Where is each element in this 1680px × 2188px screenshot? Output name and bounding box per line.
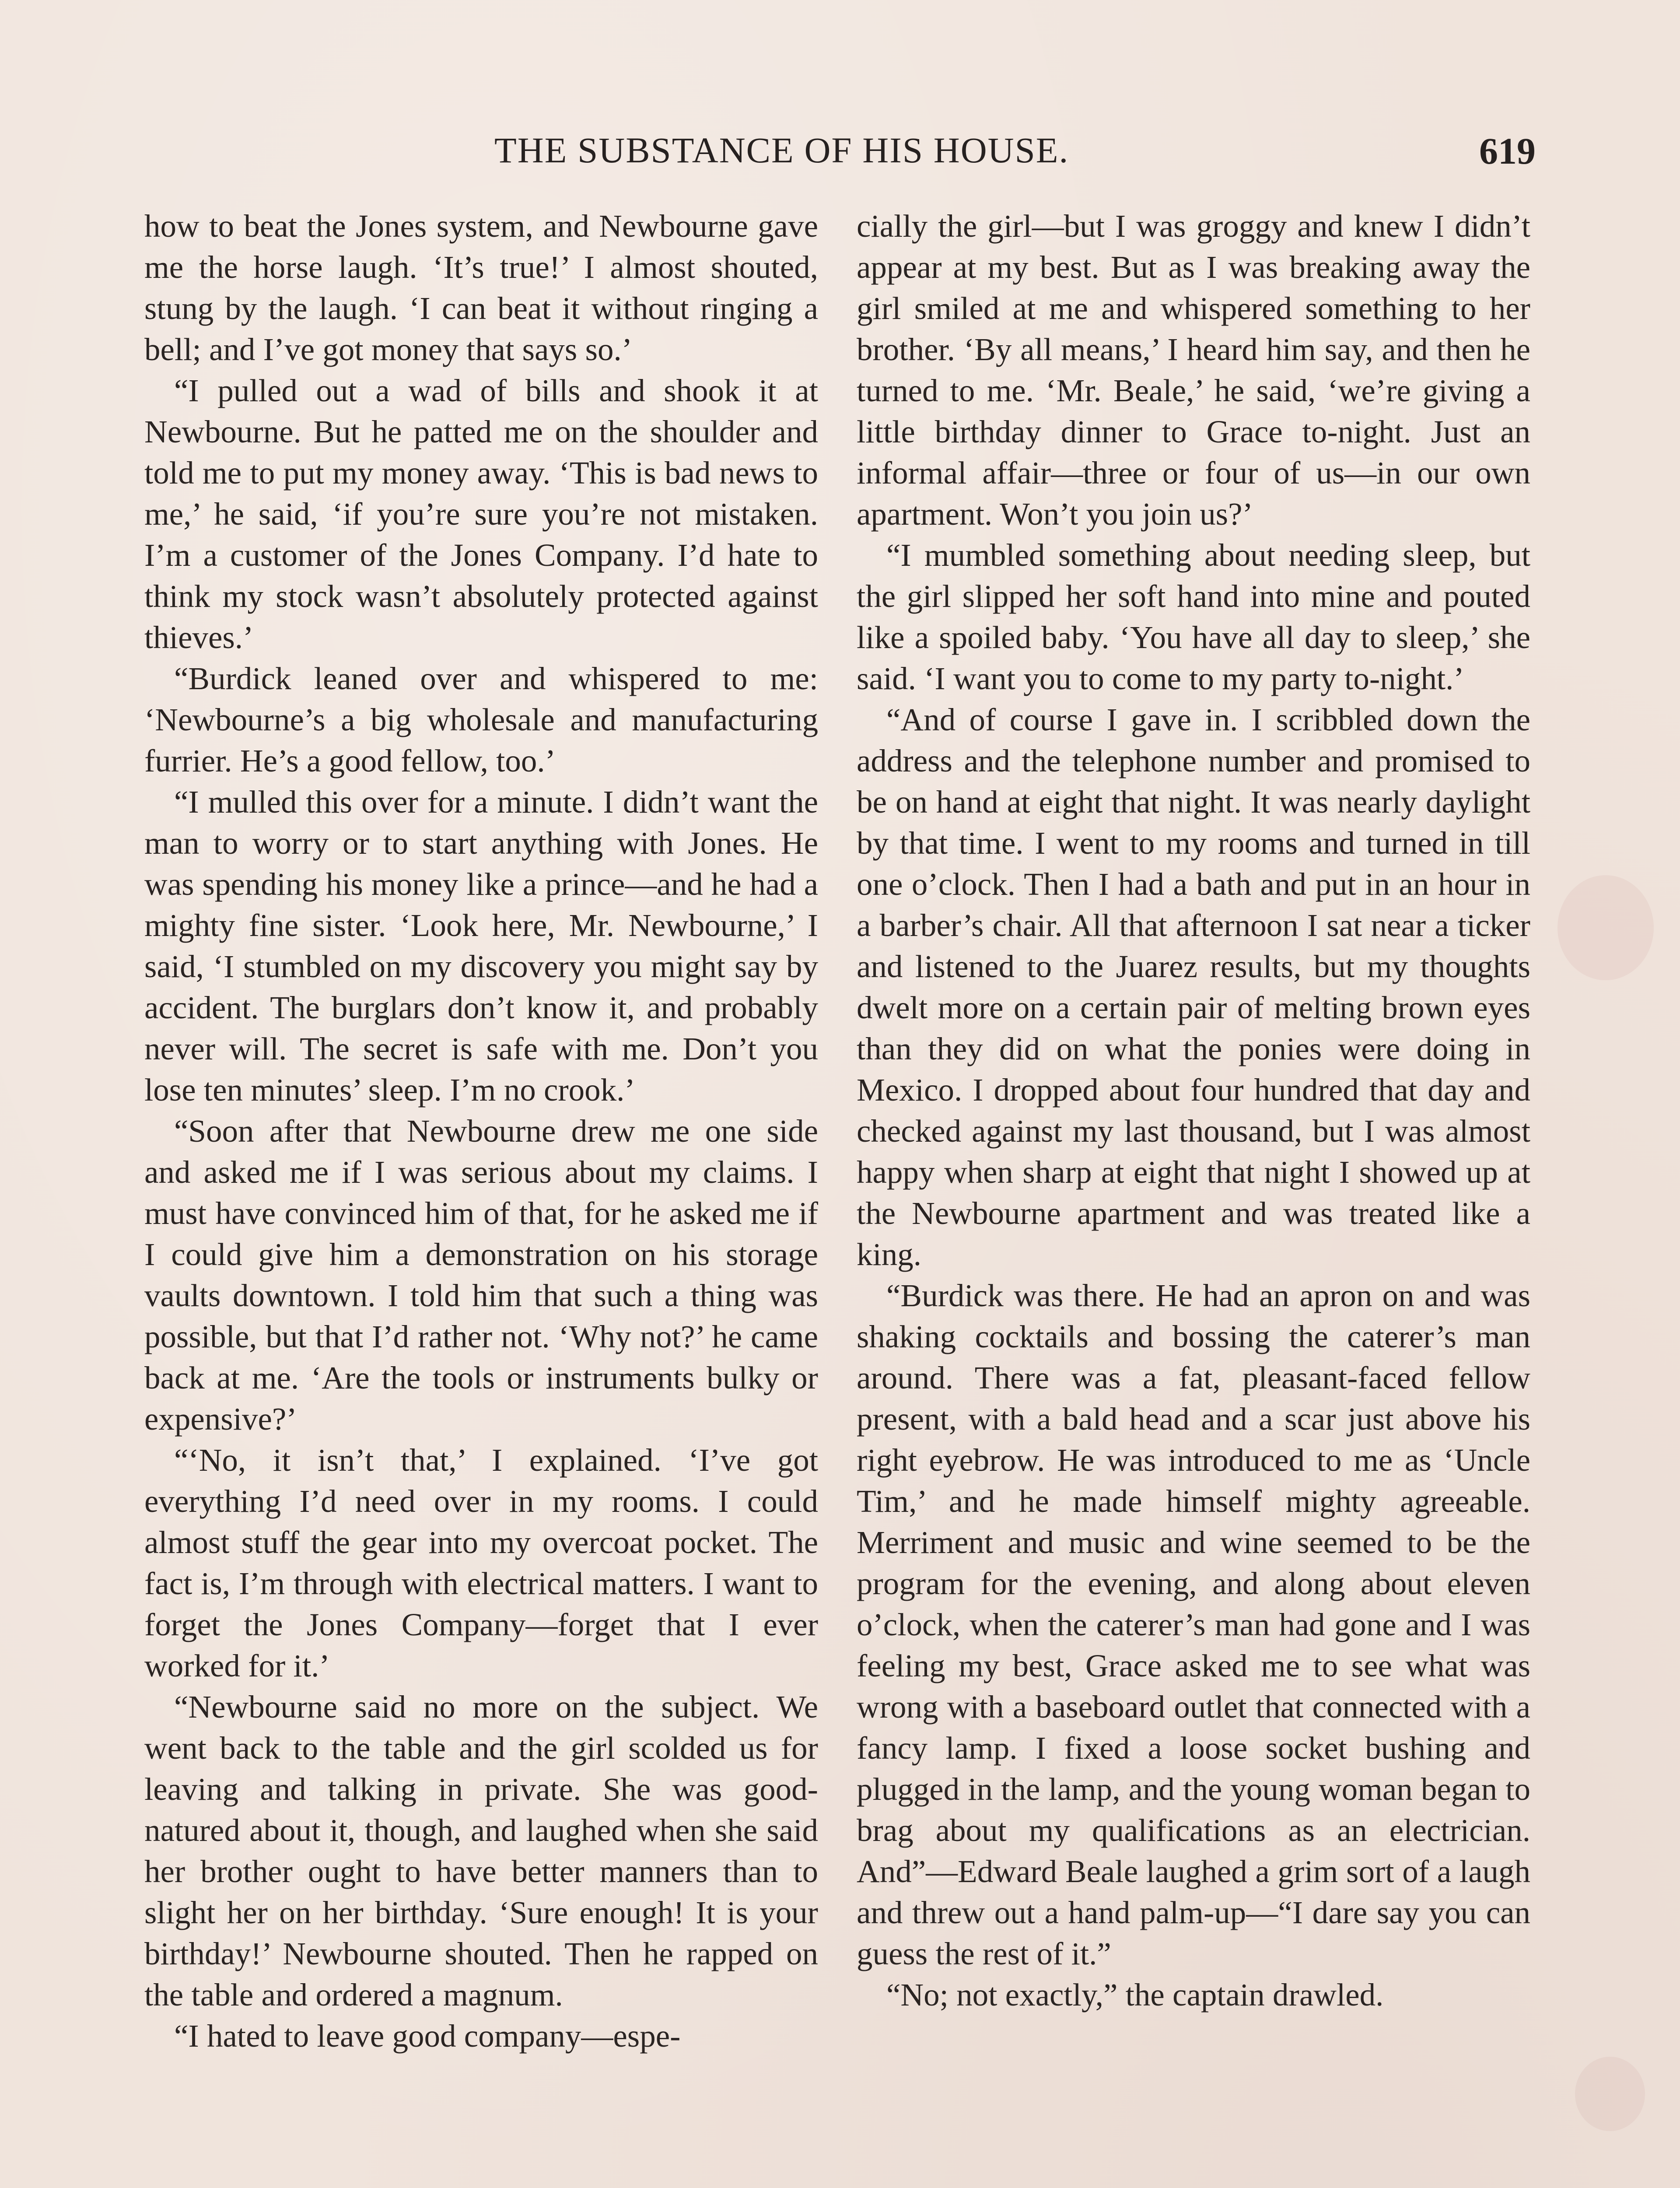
running-head: THE SUBSTANCE OF HIS HOUSE. [494,130,1069,170]
paragraph: “Burdick leaned over and whispered to me: ‘Newbourne’s a big wholesale and manufacturing furrier. He’s a good fellow, too.’ [144,661,818,778]
paragraph: “I pulled out a wad of bills and shook it at Newbourne. But he patted me on the shoulder and told me to put my money away. ‘This is bad news to me,’ he said, ‘if you’re sure you’re not mistaken. I’m a customer of the Jones Company. I’d hate to think my stock wasn’t absolutely protected against thieves.’ [144,373,818,655]
page-number: 619 [1479,130,1536,172]
paragraph: how to beat the Jones system, and Newbourne gave me the horse laugh. ‘It’s true!’ I almost shouted, stung by the laugh. ‘I can beat it without ringing a bell; and I’ve got money that says so.’ [144,208,818,367]
paragraph: “I mumbled something about needing sleep, but the girl slipped her soft hand into mine and pouted like a spoiled baby. ‘You have all day to sleep,’ she said. ‘I want you to come to my party to-night.’ [857,537,1530,696]
page-header [144,129,1536,177]
paragraph: “I mulled this over for a minute. I didn’t want the man to worry or to start anything with Jones. He was spending his money like a prince—and he had a mighty fine sister. ‘Look here, Mr. Newbourne,’ I said, ‘I stumbled on my discovery you might say by accident. The burglars don’t know it, and probably never will. The secret is safe with me. Don’t you lose ten minutes’ sleep. I’m no crook.’ [144,784,818,1108]
paragraph: “And of course I gave in. I scribbled down the address and the telephone number and promised to be on hand at eight that night. It was nearly daylight by that time. I went to my rooms and turned in till one o’clock. Then I had a bath and put in an hour in a barber’s chair. All that afternoon I sat near a ticker and listened to the Juarez results, but my thoughts dwelt more on a certain pair of melting brown eyes than they did on what the ponies were doing in Mexico. I dropped about four hundred that day and checked against my last thousand, but I was almost happy when sharp at eight that night I showed up at the Newbourne apartment and was treated like a king. [857,702,1530,1272]
paragraph: cially the girl—but I was groggy and knew I didn’t appear at my best. But as I was breaking away the girl smiled at me and whispered something to her brother. ‘By all means,’ I heard him say, and then he turned to me. ‘Mr. Beale,’ he said, ‘we’re giving a little birthday dinner to Grace to-night. Just an informal affair—three or four of us—in our own apartment. Won’t you join us?’ [857,208,1530,532]
paragraph: “Soon after that Newbourne drew me one side and asked me if I was serious about my claims. I must have convinced him of that, for he asked me if I could give him a demonstration on his storage vaults downtown. I told him that such a thing was possible, but that I’d rather not. ‘Why not?’ he came back at me. ‘Are the tools or instruments bulky or expensive?’ [144,1113,818,1437]
paragraph: “Newbourne said no more on the subject. We went back to the table and the girl scolded us for leaving and talking in private. She was good-natured about it, though, and laughed when she said her brother ought to have better manners than to slight her on her birthday. ‘Sure enough! It is your birthday!’ Newbourne shouted. Then he rapped on the table and ordered a magnum. [144,1689,818,2013]
right-column [857,206,1530,2016]
paper-stain [1558,875,1654,980]
paper-stain [1575,2057,1645,2131]
paragraph: “‘No, it isn’t that,’ I explained. ‘I’ve got everything I’d need over in my rooms. I could almost stuff the gear into my overcoat pocket. The fact is, I’m through with electrical matters. I want to forget the Jones Company—forget that I ever worked for it.’ [144,1442,818,1683]
paragraph: “Burdick was there. He had an apron on and was shaking cocktails and bossing the caterer’s man around. There was a fat, pleasant-faced fellow present, with a bald head and a scar just above his right eyebrow. He was introduced to me as ‘Uncle Tim,’ and he made himself mighty agreeable. Merriment and music and wine seemed to be the program for the evening, and along about eleven o’clock, when the caterer’s man had gone and I was feeling my best, Grace asked me to see what was wrong with a baseboard outlet that connected with a fancy lamp. I fixed a loose socket bushing and plugged in the lamp, and the young woman began to brag about my qualifications as an electrician. And”—Edward Beale laughed a grim sort of a laugh and threw out a hand palm-up—“I dare say you can guess the rest of it.” [857,1278,1530,1971]
paragraph: “I hated to leave good company—espe- [174,2018,681,2054]
paragraph: “No; not exactly,” the captain drawled. [886,1977,1384,2013]
left-column [144,206,818,2057]
